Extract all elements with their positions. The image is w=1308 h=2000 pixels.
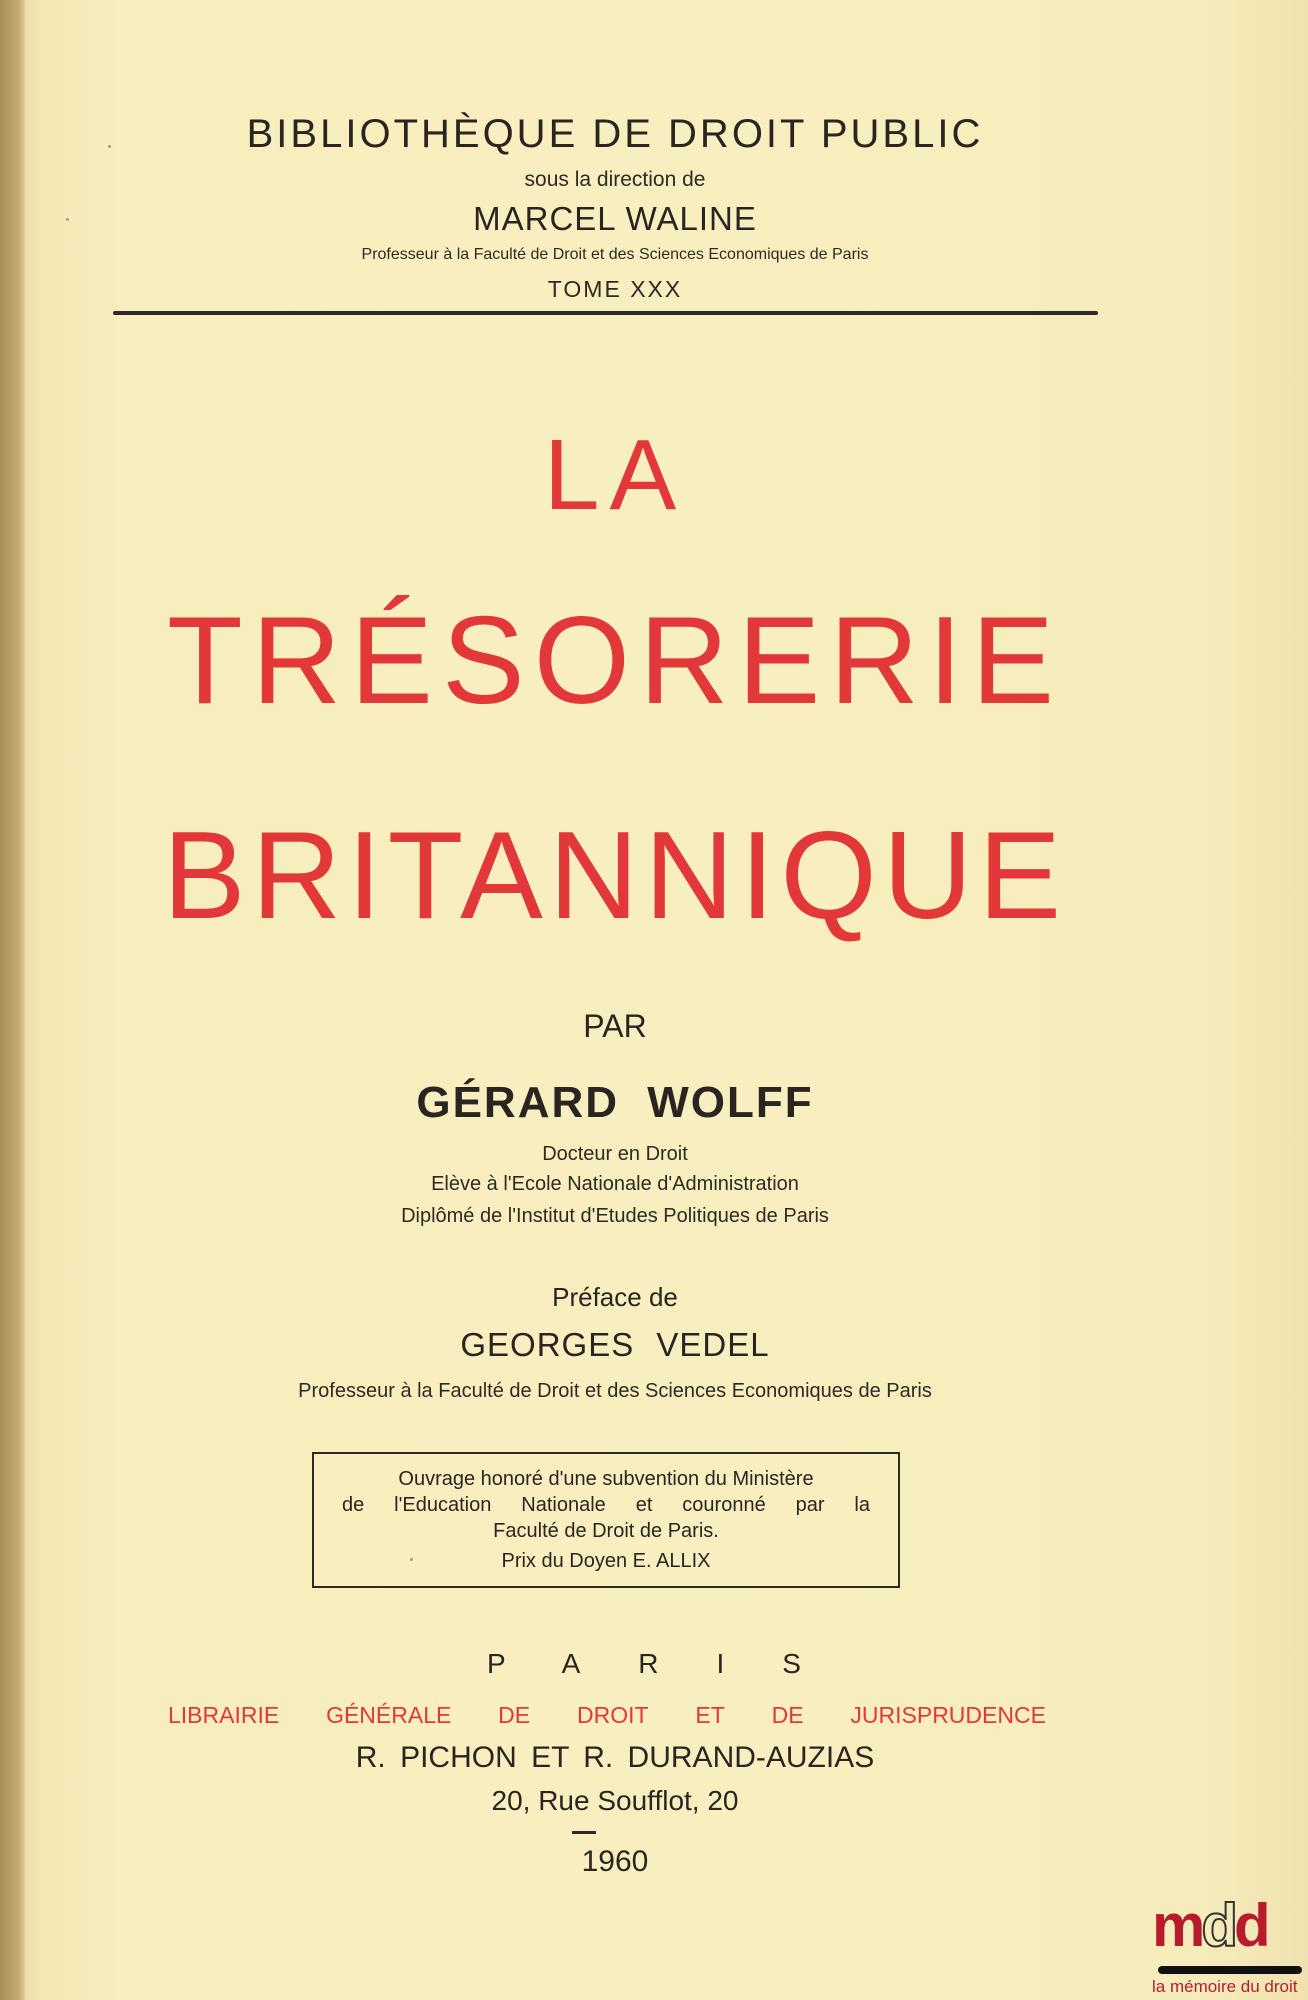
author-name: GÉRARD WOLFF: [416, 1078, 814, 1127]
publisher-word: DROIT: [576, 1702, 649, 1728]
preface-author: GEORGES VEDEL: [460, 1326, 770, 1363]
publication-year: 1960: [581, 1845, 649, 1878]
logo-underline: [1158, 1966, 1302, 1974]
mdd-logo-mark: mdd: [1152, 1892, 1267, 1959]
logo-tagline: la mémoire du droit: [1152, 1977, 1298, 1996]
imprint-city: PARIS: [487, 1648, 859, 1679]
printers: R. PICHON ET R. DURAND-AUZIAS: [355, 1741, 875, 1774]
mdd-logo: [1148, 1892, 1308, 2000]
honor-line: Prix du Doyen E. ALLIX: [501, 1550, 711, 1572]
director-title: Professeur à la Faculté de Droit et des Sciences Economiques de Paris: [361, 246, 869, 263]
book-title-line-2: TRÉSORERIE: [166, 592, 1064, 730]
preface-label: Préface de: [552, 1282, 678, 1312]
book-title-line-3: BRITANNIQUE: [162, 807, 1068, 945]
honor-line: de l'Education Nationale et couronné par la: [342, 1494, 870, 1516]
honor-line: Ouvrage honoré d'une subvention du Ministère: [398, 1468, 814, 1490]
publisher-address: 20, Rue Soufflot, 20: [491, 1785, 739, 1816]
book-title-line-1: LA: [543, 419, 687, 531]
publisher-word: DE: [771, 1702, 804, 1728]
direction-label: sous la direction de: [524, 168, 706, 191]
preface-author-title: Professeur à la Faculté de Droit et des Sciences Economiques de Paris: [298, 1380, 932, 1402]
honor-notice-box: [312, 1452, 900, 1588]
publisher-word: ET: [695, 1702, 725, 1728]
author-credential: Elève à l'Ecole Nationale d'Administration: [431, 1173, 799, 1195]
series-title: BIBLIOTHÈQUE DE DROIT PUBLIC: [246, 112, 984, 156]
by-label: PAR: [583, 1008, 647, 1044]
publisher-word: GÉNÉRALE: [326, 1702, 452, 1728]
author-credential: Diplômé de l'Institut d'Etudes Politiques de Paris: [401, 1205, 829, 1227]
publisher-name: [168, 1702, 1046, 1729]
publisher-word: DE: [498, 1702, 531, 1728]
honor-line: Faculté de Droit de Paris.: [493, 1520, 719, 1542]
publisher-word: LIBRAIRIE: [168, 1702, 280, 1728]
year-separator: [572, 1831, 596, 1834]
publisher-word: JURISPRUDENCE: [850, 1702, 1046, 1728]
tome-number: TOME XXX: [547, 276, 683, 302]
header-rule: [113, 311, 1098, 315]
series-director: MARCEL WALINE: [473, 200, 757, 237]
author-credential: Docteur en Droit: [542, 1143, 688, 1165]
